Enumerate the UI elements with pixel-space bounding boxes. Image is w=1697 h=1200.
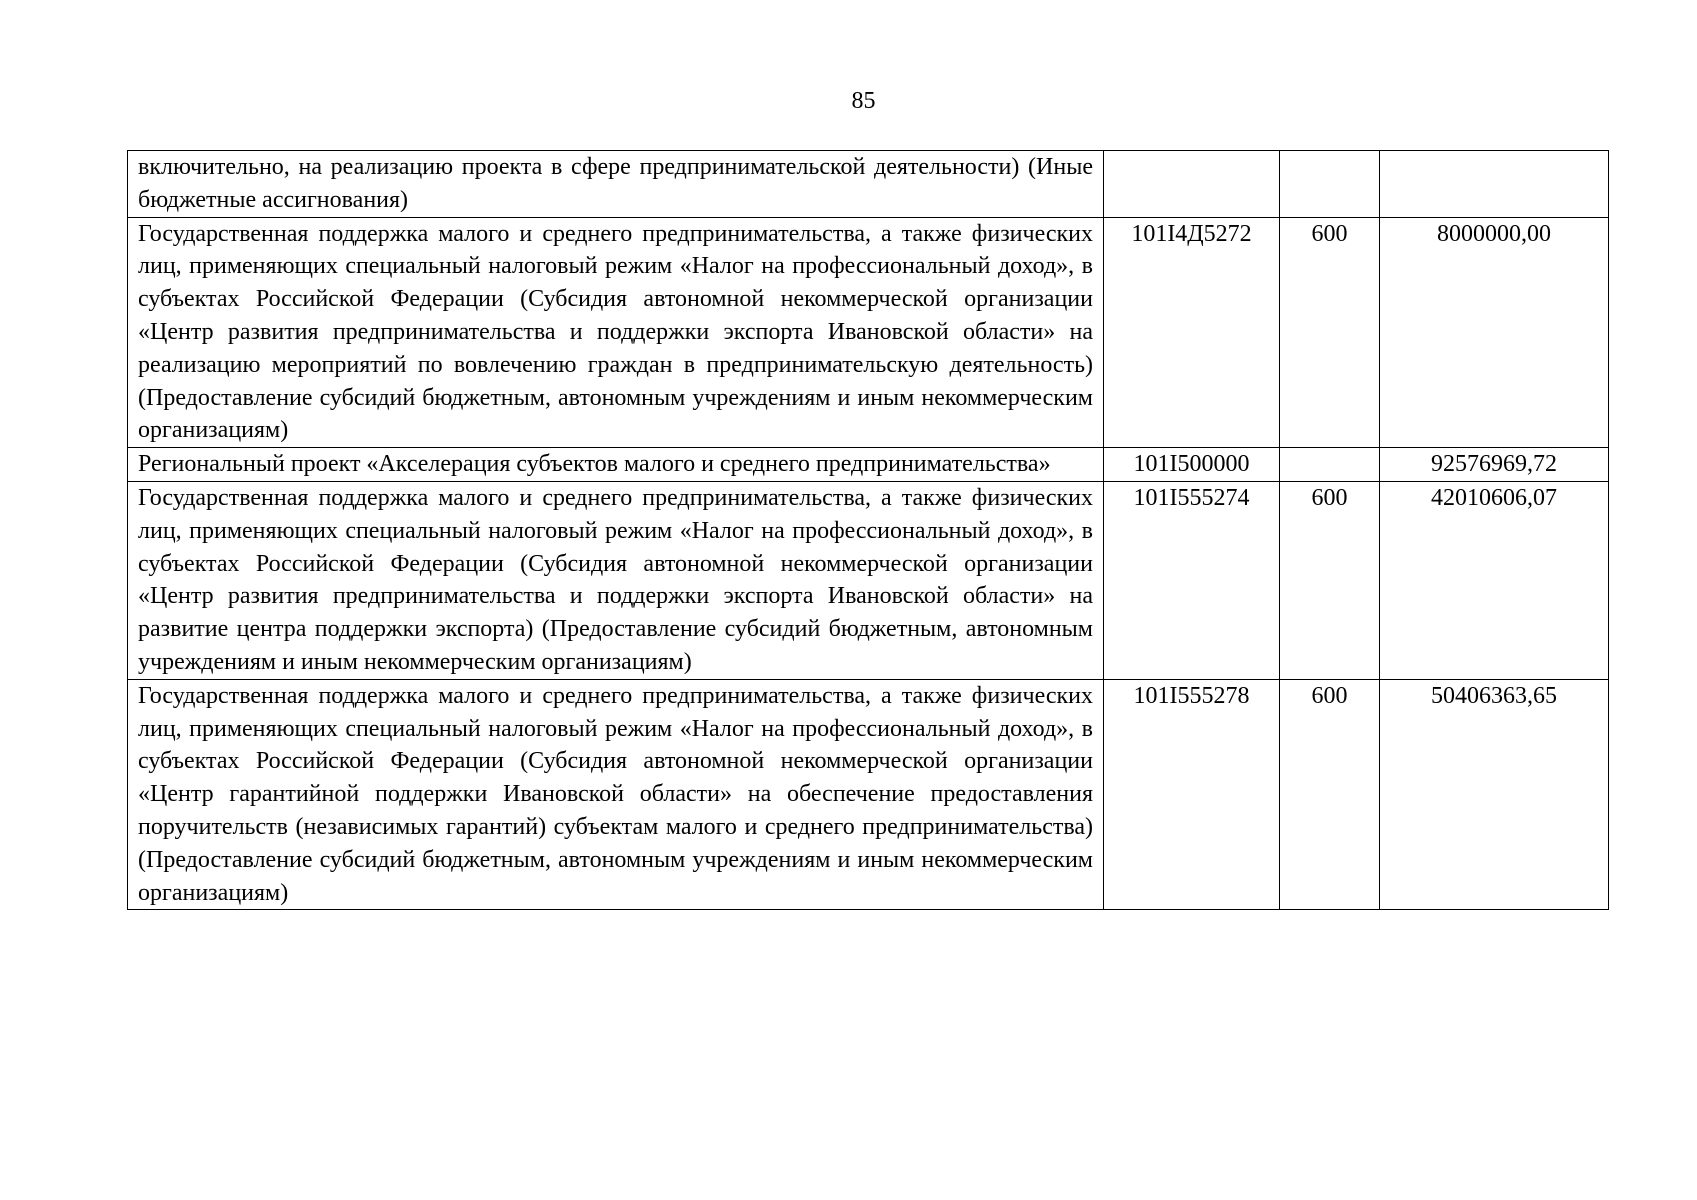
row-type-cell [1280, 151, 1380, 218]
row-type-cell: 600 [1280, 217, 1380, 448]
row-name-cell: Государственная поддержка малого и среднего предпринимательства, а также физических лиц, применяющих специальный налоговый режим «Налог на профессиональный доход», в субъектах Российской Федерации (Субсидия автономной некоммерческой организации «Центр гарантийной поддержки Ивановской области» на обеспечение предоставления поручительств (независимых гарантий) субъектам малого и среднего предпринимательства) (Предоставление субсидий бюджетным, автономным учреждениям и иным некоммерческим организациям) [128, 679, 1104, 910]
row-name-cell: Государственная поддержка малого и среднего предпринимательства, а также физических лиц, применяющих специальный налоговый режим «Налог на профессиональный доход», в субъектах Российской Федерации (Субсидия автономной некоммерческой организации «Центр развития предпринимательства и поддержки экспорта Ивановской области» на реализацию мероприятий по вовлечению граждан в предпринимательскую деятельность) (Предоставление субсидий бюджетным, автономным учреждениям и иным некоммерческим организациям) [128, 217, 1104, 448]
row-type-cell [1280, 448, 1380, 482]
budget-table [127, 150, 1609, 910]
row-code-cell: 101I4Д5272 [1104, 217, 1280, 448]
row-sum-cell: 50406363,65 [1380, 679, 1609, 910]
row-code-cell: 101I500000 [1104, 448, 1280, 482]
row-sum-cell: 42010606,07 [1380, 481, 1609, 679]
row-sum-cell [1380, 151, 1609, 218]
row-name-cell: включительно, на реализацию проекта в сфере предпринимательской деятельности) (Иные бюджетные ассигнования) [128, 151, 1104, 218]
row-name-cell: Региональный проект «Акселерация субъектов малого и среднего предпринимательства» [128, 448, 1104, 482]
row-code-cell: 101I555278 [1104, 679, 1280, 910]
row-type-cell: 600 [1280, 679, 1380, 910]
row-code-cell [1104, 151, 1280, 218]
table-row [128, 679, 1609, 910]
row-sum-cell: 8000000,00 [1380, 217, 1609, 448]
page-number: 85 [851, 88, 876, 114]
table-row [128, 481, 1609, 679]
row-code-cell: 101I555274 [1104, 481, 1280, 679]
row-name-cell: Государственная поддержка малого и среднего предпринимательства, а также физических лиц, применяющих специальный налоговый режим «Налог на профессиональный доход», в субъектах Российской Федерации (Субсидия автономной некоммерческой организации «Центр развития предпринимательства и поддержки экспорта Ивановской области» на развитие центра поддержки экспорта) (Предоставление субсидий бюджетным, автономным учреждениям и иным некоммерческим организациям) [128, 481, 1104, 679]
table-row [128, 151, 1609, 218]
row-sum-cell: 92576969,72 [1380, 448, 1609, 482]
row-type-cell: 600 [1280, 481, 1380, 679]
table-row [128, 448, 1609, 482]
table-row [128, 217, 1609, 448]
